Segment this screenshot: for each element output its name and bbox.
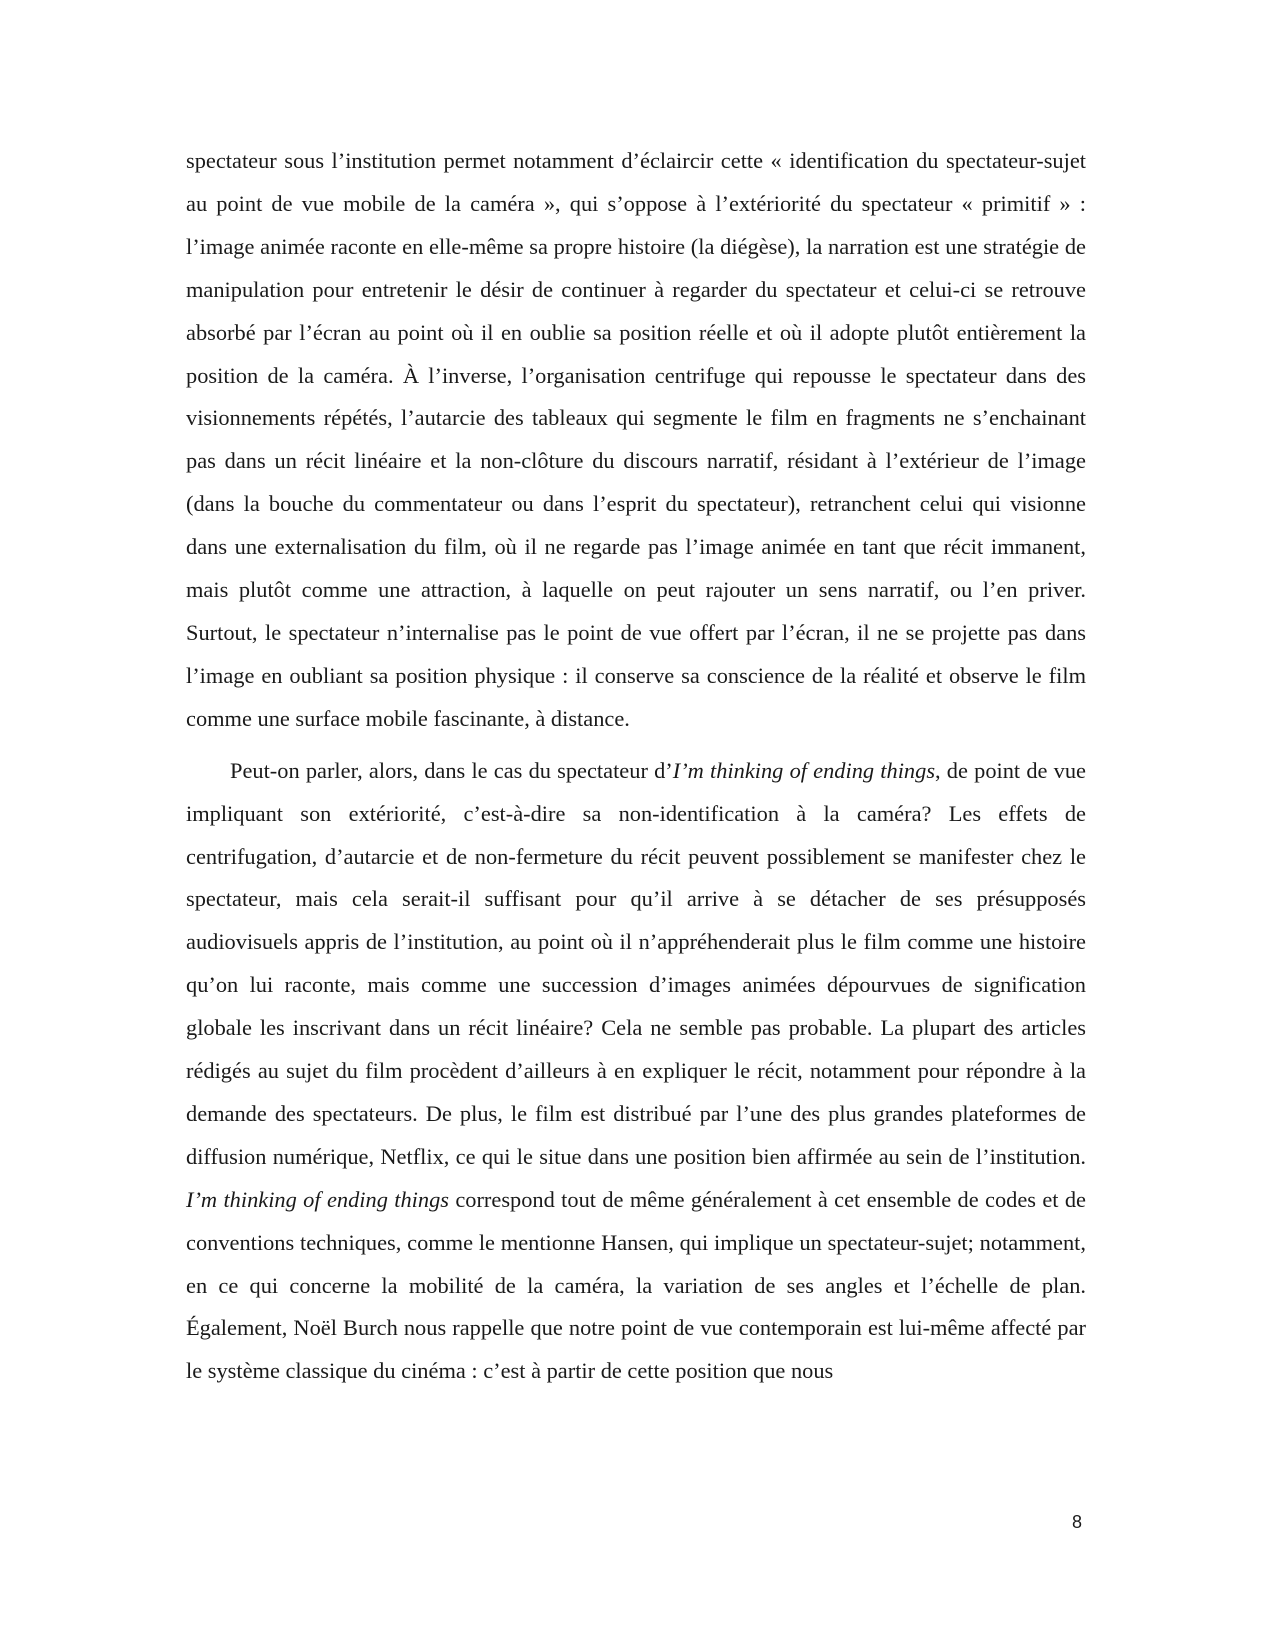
paragraph-2	[186, 750, 1086, 1394]
paragraph-1: spectateur sous l’institution permet notamment d’éclaircir cette « identification du spectateur-sujet au point de vue mobile de la caméra », qui s’oppose à l’extériorité du spectateur « primitif » : l’image animée raconte en elle-même sa propre histoire (la diégèse), la narration est une stratégie de manipulation pour entretenir le désir de continuer à regarder du spectateur et celui-ci se retrouve absorbé par l’écran au point où il en oublie sa position réelle et où il adopte plutôt entièrement la position de la caméra. À l’inverse, l’organisation centrifuge qui repousse le spectateur dans des visionnements répétés, l’autarcie des tableaux qui segmente le film en fragments ne s’enchainant pas dans un récit linéaire et la non-clôture du discours narratif, résidant à l’extérieur de l’image (dans la bouche du commentateur ou dans l’esprit du spectateur), retranchent celui qui visionne dans une externalisation du film, où il ne regarde pas l’image animée en tant que récit immanent, mais plutôt comme une attraction, à laquelle on peut rajouter un sens narratif, ou l’en priver. Surtout, le spectateur n’internalise pas le point de vue offert par l’écran, il ne se projette pas dans l’image en oubliant sa position physique : il conserve sa conscience de la réalité et observe le film comme une surface mobile fascinante, à distance.	[186, 148, 1086, 731]
paragraph-2-text-3: correspond tout de même généralement à cet ensemble de codes et de conventions techniques, comme le mentionne Hansen, qui implique un spectateur-sujet; notamment, en ce qui concerne la mobilité de la caméra, la variation de ses angles et l’échelle de plan. Également, Noël Burch nous rappelle que notre point de vue contemporain est lui-même affecté par le système classique du cinéma : c’est à partir de cette position que nous	[186, 1186, 1086, 1384]
page-number: 8	[1071, 1512, 1082, 1532]
paragraph-2-text-2: , de point de vue impliquant son extériorité, c’est-à-dire sa non-identification à la caméra? Les effets de centrifugation, d’autarcie et de non-fermeture du récit peuvent possiblement se manifester chez le spectateur, mais cela serait-il suffisant pour qu’il arrive à se détacher de ses présupposés audiovisuels appris de l’institution, au point où il n’appréhenderait plus le film comme une histoire qu’on lui raconte, mais comme une succession d’images animées dépourvues de signification globale les inscrivant dans un récit linéaire? Cela ne semble pas probable. La plupart des articles rédigés au sujet du film procèdent d’ailleurs à en expliquer le récit, notamment pour répondre à la demande des spectateurs. De plus, le film est distribué par l’une des plus grandes plateformes de diffusion numérique, Netflix, ce qui le situe dans une position bien affirmée au sein de l’institution.	[186, 757, 1086, 1169]
body-text	[186, 140, 1086, 1393]
film-title-2: I’m thinking of ending things	[186, 1186, 449, 1212]
paragraph-2-text-1: Peut-on parler, alors, dans le cas du spectateur d’	[230, 757, 673, 783]
film-title-1: I’m thinking of ending things	[672, 757, 936, 783]
